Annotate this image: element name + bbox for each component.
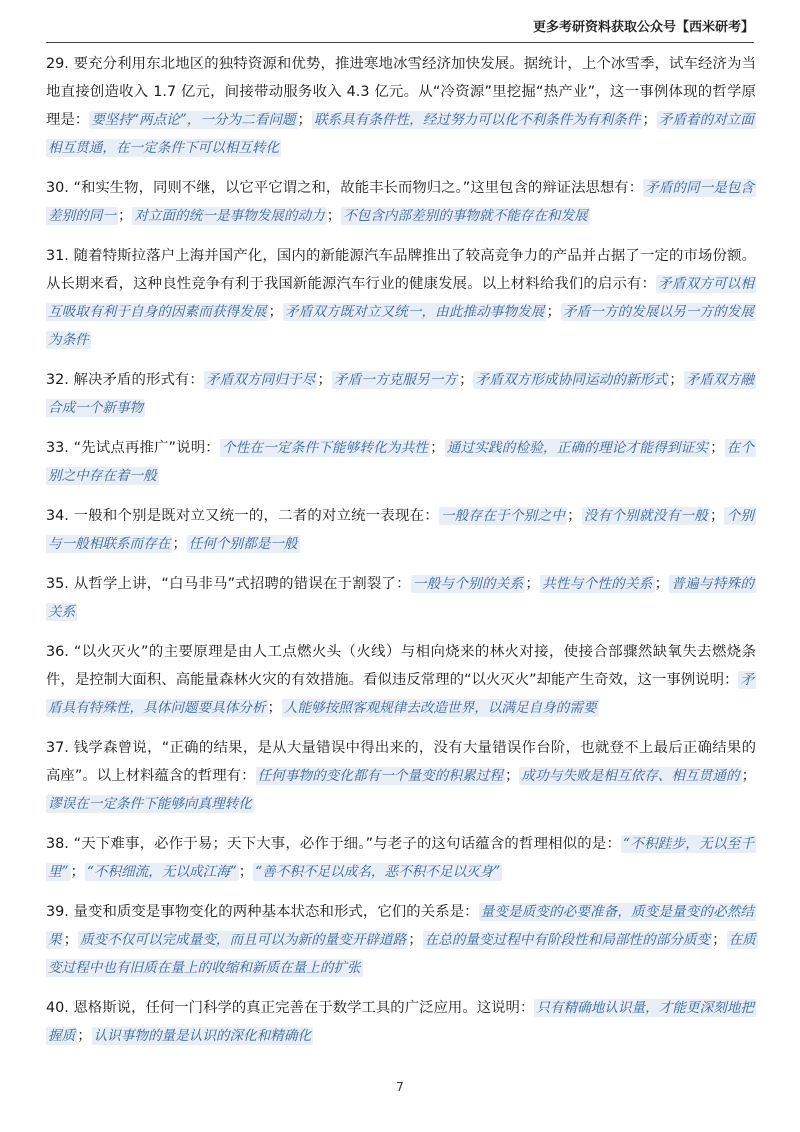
question-text: 35. 从哲学上讲，“白马非马”式招聘的错误在于割裂了： bbox=[46, 576, 411, 592]
question-34: 34. 一般和个别是既对立又统一的，二者的对立统一表现在： 一般存在于个别之中 ； 没有个别就没有一般 ； 个别与一般相联系而存在 ； 任何个别都是一般 bbox=[46, 508, 755, 552]
answer: 认识事物的量是认识的深化和精确化 bbox=[93, 1028, 312, 1044]
question-list bbox=[46, 50, 756, 1062]
answer: 在质变过程中也有旧质在量上的收缩和新质在量上的扩张 bbox=[48, 932, 756, 976]
answer: 只有精确地认识量，才能更深刻地把握质 bbox=[48, 1000, 754, 1044]
answer: 矛盾双方同归于尽 bbox=[205, 372, 316, 388]
answer: 矛盾双方既对立又统一，由此推动事物发展 bbox=[284, 304, 545, 320]
answer: 任何事物的变化都有一个量变的积累过程 bbox=[257, 768, 503, 784]
question-30: 30. “和实生物，同则不继，以它平它谓之和，故能丰长而物归之。”这里包含的辩证法思想有： 矛盾的同一是包含差别的同一 ； 对立面的统一是事物发展的动力 ； 不包含内部差别的事物就不能存在和发展 bbox=[46, 180, 754, 224]
question-31: 31. 随着特斯拉落户上海并国产化，国内的新能源汽车品牌推出了较高竞争力的产品并占据了一定的市场份额。从长期来看，这种良性竞争有利于我国新能源汽车行业的健康发展。以上材料给我们的启示有： 矛盾双方可以相互吸取有利于自身的因素而获得发展 ； 矛盾双方既对立又统一，由此推动事物发展 ； 矛盾一方的发展以另一方的发展为条件 bbox=[46, 248, 756, 348]
answer: 一般与个别的关系 bbox=[412, 576, 524, 592]
answer: 要坚持“两点论”，一分为二看问题 bbox=[91, 112, 296, 128]
question-37: 37. 钱学森曾说，“正确的结果，是从大量错误中得出来的，没有大量错误作台阶，也就登不上最后正确结果的高座”。以上材料蕴含的哲理有： 任何事物的变化都有一个量变的积累过程 ； 成功与失败是相互依存、相互贯通的 ；谬误在一定条件下能够向真理转化 bbox=[46, 740, 756, 812]
answer: 不包含内部差别的事物就不能存在和发展 bbox=[343, 208, 588, 224]
answer: 质变不仅可以完成量变，而且可以为新的量变开辟道路 bbox=[80, 932, 407, 948]
question-text: 37. 钱学森曾说，“正确的结果，是从大量错误中得出来的，没有大量错误作台阶，也就登不上最后正确结果的高座”。以上材料蕴含的哲理有： bbox=[46, 740, 756, 784]
answer: 通过实践的检验，正确的理论才能得到证实 bbox=[446, 440, 709, 456]
question-text: 40. 恩格斯说，任何一门科学的真正完善在于数学工具的广泛应用。这说明： bbox=[46, 1000, 535, 1016]
answer: 在总的量变过程中有阶段性和局部性的部分质变 bbox=[424, 932, 711, 948]
question-text: 34. 一般和个别是既对立又统一的，二者的对立统一表现在： bbox=[46, 508, 439, 524]
page-number: 7 bbox=[396, 1080, 404, 1094]
question-text: 39. 量变和质变是事物变化的两种基本状态和形式，它们的关系是： bbox=[46, 904, 479, 920]
question-text: 33. “先试点再推广”说明： bbox=[46, 440, 220, 456]
answer: 任何个别都是一般 bbox=[188, 536, 298, 552]
answer: 矛盾的同一是包含差别的同一 bbox=[48, 180, 754, 224]
answer: “善不积不足以成名，恶不积不足以灭身” bbox=[255, 864, 501, 880]
answer: 量变是质变的必要准备，质变是量变的必然结果 bbox=[48, 904, 755, 948]
answer: 没有个别就没有一般 bbox=[583, 508, 708, 524]
question-text: 31. 随着特斯拉落户上海并国产化，国内的新能源汽车品牌推出了较高竞争力的产品并占据了一定的市场份额。从长期来看，这种良性竞争有利于我国新能源汽车行业的健康发展。以上材料给我们的启示有： bbox=[46, 248, 756, 292]
question-29: 29. 要充分利用东北地区的独特资源和优势，推进寒地冰雪经济加快发展。据统计，上个冰雪季，试车经济为当地直接创造收入 1.7 亿元，间接带动服务收入 4.3 亿元。从“冷资源”里挖掘“热产业”，这一事例体现的哲学原理是： 要坚持“两点论”，一分为二看问题 ； 联系具有条件性，经过努力可以化不利条件为有利条件 ； 矛盾着的对立面相互贯通，在一定条件下可以相互转化 bbox=[46, 56, 756, 156]
answer: 共性与个性的关系 bbox=[541, 576, 653, 592]
answer: 矛盾双方可以相互吸取有利于自身的因素而获得发展 bbox=[48, 276, 754, 320]
answer: 对立面的统一是事物发展的动力 bbox=[134, 208, 325, 224]
answer: “不积细流，无以成江海” bbox=[86, 864, 237, 880]
answer: 人能够按照客观规律去改造世界，以满足自身的需要 bbox=[283, 700, 597, 716]
answer: 普遍与特殊的关系 bbox=[48, 576, 755, 620]
answer: 联系具有条件性，经过努力可以化不利条件为有利条件 bbox=[313, 112, 641, 128]
question-32: 32. 解决矛盾的形式有： 矛盾双方同归于尽 ； 矛盾一方克服另一方 ； 矛盾双方形成协同运动的新形式 ； 矛盾双方融合成一个新事物 bbox=[46, 372, 755, 416]
question-38: 38. “天下难事，必作于易；天下大事，必作于细。”与老子的这句话蕴含的哲理相似的是： “不积跬步，无以至千里” ； “不积细流，无以成江海” ； “善不积不足以成名，恶不积不足以灭身” bbox=[46, 836, 754, 880]
answer: 矛盾双方融合成一个新事物 bbox=[48, 372, 755, 416]
answer: “不积跬步，无以至千里” bbox=[48, 836, 754, 880]
answer: 矛盾双方形成协同运动的新形式 bbox=[475, 372, 668, 388]
question-36: 36. “以火灭火”的主要原理是由人工点燃火头（火线）与相向烧来的林火对接，使接合部骤然缺氧失去燃烧条件，是控制大面积、高能量森林火灾的有效措施。看似违反常理的“以火灭火”却能产生奇效，这一事例说明： 矛盾具有特殊性，具体问题要具体分析 ； 人能够按照客观规律去改造世界，以满足自身的需要 bbox=[46, 644, 756, 716]
question-text: 38. “天下难事，必作于易；天下大事，必作于细。”与老子的这句话蕴含的哲理相似的是： bbox=[46, 836, 622, 852]
question-35: 35. 从哲学上讲，“白马非马”式招聘的错误在于割裂了： 一般与个别的关系 ； 共性与个性的关系 ； 普遍与特殊的关系 bbox=[46, 576, 755, 620]
answer: 矛盾着的对立面相互贯通，在一定条件下可以相互转化 bbox=[48, 112, 754, 156]
answer: 谬误在一定条件下能够向真理转化 bbox=[48, 796, 252, 812]
question-33: 33. “先试点再推广”说明： 个性在一定条件下能够转化为共性 ； 通过实践的检验，正确的理论才能得到证实 ； 在个别之中存在着一般 bbox=[46, 440, 755, 484]
answer: 个性在一定条件下能够转化为共性 bbox=[221, 440, 429, 456]
question-text: 29. 要充分利用东北地区的独特资源和优势，推进寒地冰雪经济加快发展。据统计，上个冰雪季，试车经济为当地直接创造收入 1.7 亿元，间接带动服务收入 4.3 亿元。从“冷资源”里挖掘“热产业”，这一事例体现的哲学原理是： bbox=[46, 56, 756, 128]
answer: 矛盾具有特殊性，具体问题要具体分析 bbox=[48, 672, 754, 716]
answer: 一般存在于个别之中 bbox=[440, 508, 566, 524]
question-text: 32. 解决矛盾的形式有： bbox=[46, 372, 204, 388]
answer: 个别与一般相联系而存在 bbox=[48, 508, 755, 552]
page-header: 更多考研资料获取公众号【西米研考】 bbox=[46, 16, 754, 43]
answer: 矛盾一方克服另一方 bbox=[333, 372, 458, 388]
answer: 成功与失败是相互依存、相互贯通的 bbox=[521, 768, 740, 784]
answer: 在个别之中存在着一般 bbox=[48, 440, 755, 484]
answer: 矛盾一方的发展以另一方的发展为条件 bbox=[48, 304, 755, 348]
question-39: 39. 量变和质变是事物变化的两种基本状态和形式，它们的关系是： 量变是质变的必要准备，质变是量变的必然结果 ； 质变不仅可以完成量变，而且可以为新的量变开辟道路 ； 在总的量变过程中有阶段性和局部性的部分质变 ； 在质变过程中也有旧质在量上的收缩和新质在量上的扩张 bbox=[46, 904, 756, 976]
question-text: 30. “和实生物，同则不继，以它平它谓之和，故能丰长而物归之。”这里包含的辩证法思想有： bbox=[46, 180, 644, 196]
question-text: 36. “以火灭火”的主要原理是由人工点燃火头（火线）与相向烧来的林火对接，使接合部骤然缺氧失去燃烧条件，是控制大面积、高能量森林火灾的有效措施。看似违反常理的“以火灭火”却能产生奇效，这一事例说明： bbox=[46, 644, 756, 688]
question-40: 40. 恩格斯说，任何一门科学的真正完善在于数学工具的广泛应用。这说明： 只有精确地认识量，才能更深刻地把握质 ； 认识事物的量是认识的深化和精确化 bbox=[46, 1000, 754, 1044]
